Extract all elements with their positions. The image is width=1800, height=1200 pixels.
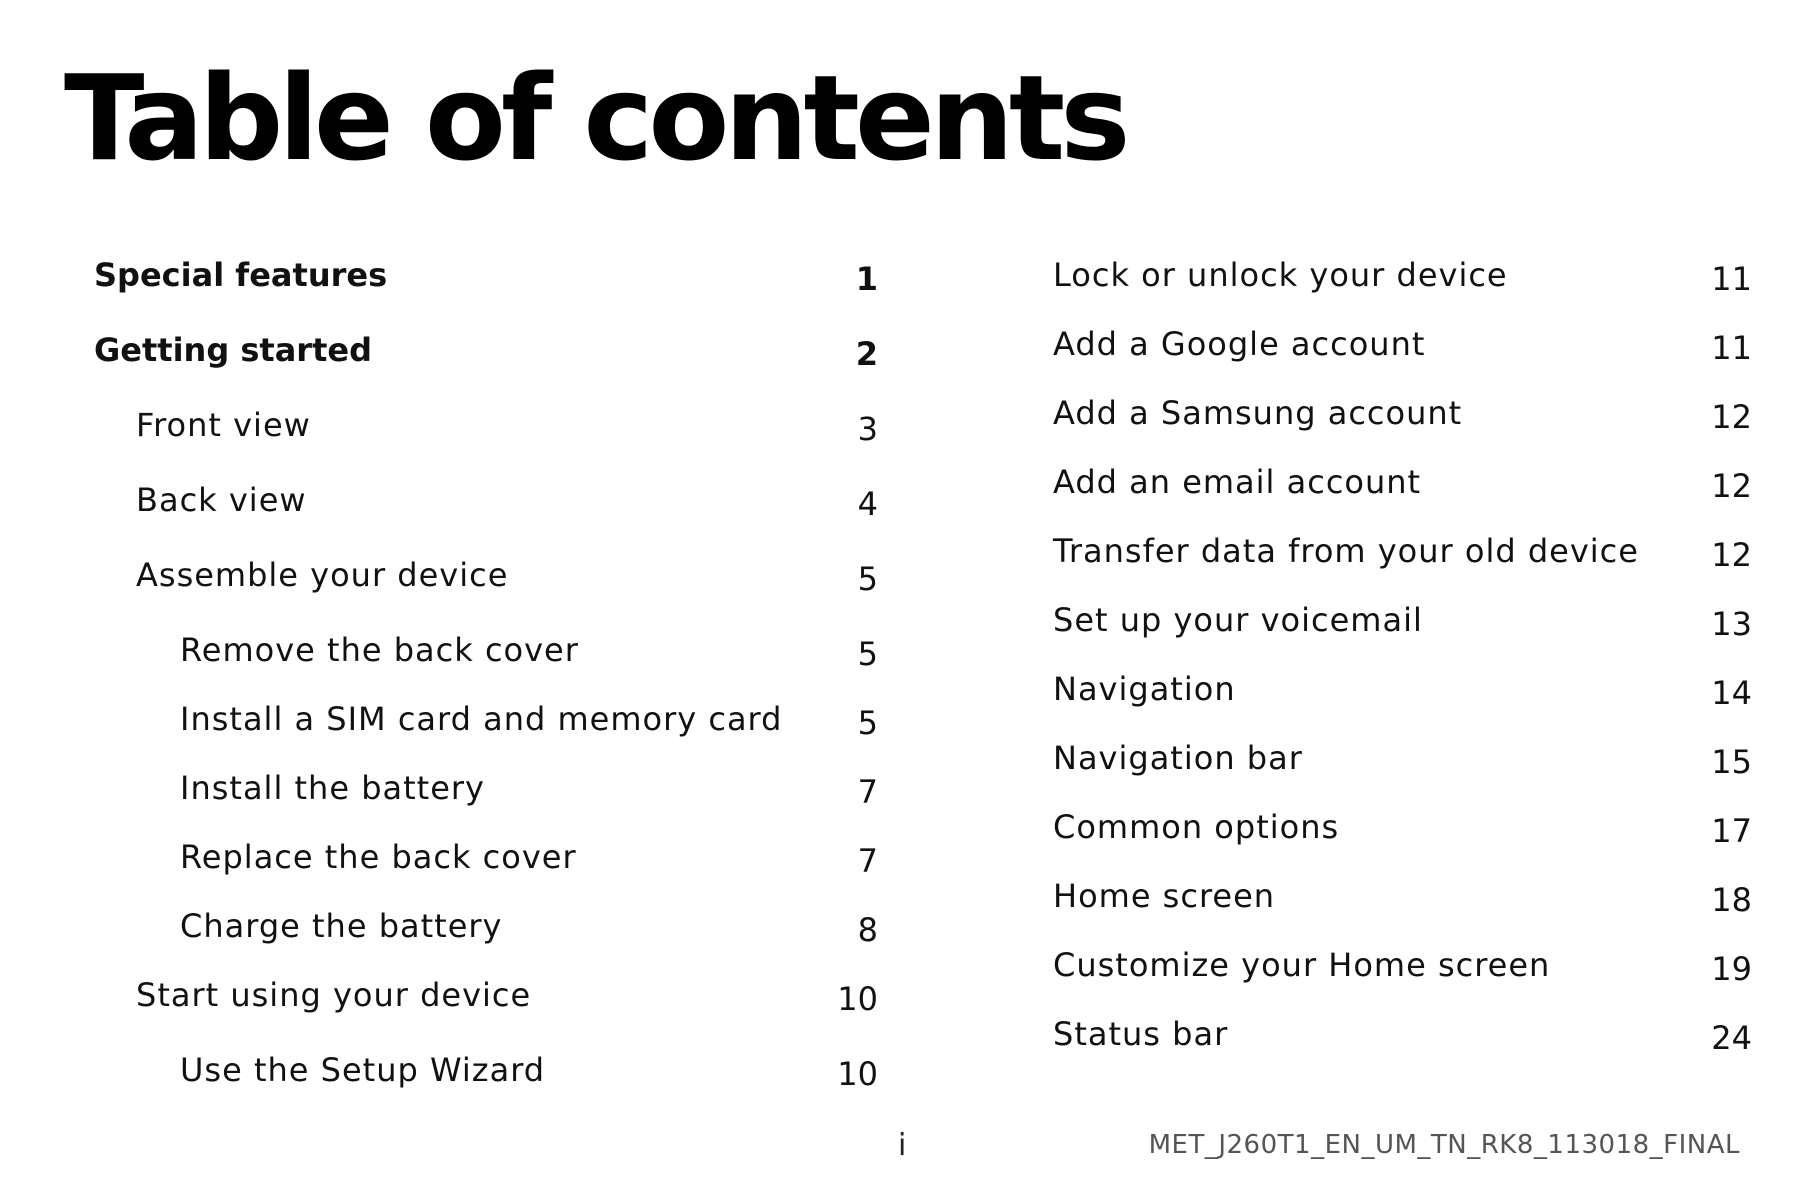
toc-entry[interactable]: [94, 620, 878, 680]
toc-entry-page-number: 3: [857, 410, 878, 448]
toc-entry-page-number: 12: [1711, 467, 1752, 505]
toc-entry-page-number: 10: [837, 1055, 878, 1093]
toc-entry-title: Remove the back cover: [180, 631, 579, 669]
toc-entry-page-number: 7: [857, 773, 878, 811]
toc-entry-page-number: 14: [1711, 674, 1752, 712]
toc-entry-page-number: 10: [837, 980, 878, 1018]
toc-entry-title: Special features: [94, 256, 388, 294]
toc-entry-title: Navigation bar: [1053, 739, 1303, 777]
toc-entry-title: Customize your Home screen: [1053, 946, 1551, 984]
toc-entry-title: Add a Samsung account: [1053, 394, 1463, 432]
toc-entry[interactable]: [1053, 452, 1752, 512]
toc-entry-title: Start using your device: [136, 976, 532, 1014]
toc-entry-title: Charge the battery: [180, 907, 503, 945]
toc-entry-page-number: 5: [857, 560, 878, 598]
toc-entry[interactable]: [94, 545, 878, 605]
toc-entry-title: Add a Google account: [1053, 325, 1426, 363]
toc-entry[interactable]: [94, 896, 878, 956]
toc-entry[interactable]: [1053, 728, 1752, 788]
toc-entry-title: Use the Setup Wizard: [180, 1051, 546, 1089]
toc-entry-title: Navigation: [1053, 670, 1236, 708]
toc-entry[interactable]: [94, 758, 878, 818]
toc-entry[interactable]: [1053, 314, 1752, 374]
toc-entry[interactable]: [1053, 383, 1752, 443]
toc-entry-page-number: 11: [1711, 329, 1752, 367]
toc-entry-title: Set up your voicemail: [1053, 601, 1423, 639]
toc-entry-title: Common options: [1053, 808, 1340, 846]
toc-entry-title: Replace the back cover: [180, 838, 577, 876]
toc-entry-title: Assemble your device: [136, 556, 509, 594]
toc-entry-page-number: 8: [857, 911, 878, 949]
toc-entry-page-number: 7: [857, 842, 878, 880]
toc-entry-title: Back view: [136, 481, 307, 519]
toc-entry-page-number: 15: [1711, 743, 1752, 781]
toc-entry[interactable]: [94, 470, 878, 530]
toc-entry-title: Add an email account: [1053, 463, 1422, 501]
toc-entry[interactable]: [94, 245, 878, 305]
toc-entry-page-number: 13: [1711, 605, 1752, 643]
toc-entry-page-number: 4: [857, 485, 878, 523]
footer-page-number: i: [898, 1128, 907, 1163]
toc-entry-page-number: 5: [857, 635, 878, 673]
toc-entry[interactable]: [1053, 659, 1752, 719]
toc-entry-title: Home screen: [1053, 877, 1276, 915]
toc-entry[interactable]: [94, 320, 878, 380]
toc-entry-page-number: 12: [1711, 536, 1752, 574]
toc-entry-title: Install the battery: [180, 769, 485, 807]
toc-entry-page-number: 24: [1711, 1019, 1752, 1057]
toc-entry-title: Lock or unlock your device: [1053, 256, 1508, 294]
toc-entry-page-number: 5: [857, 704, 878, 742]
toc-entry-title: Status bar: [1053, 1015, 1229, 1053]
toc-entry-page-number: 19: [1711, 950, 1752, 988]
page-title: Table of contents: [64, 49, 1126, 187]
toc-entry[interactable]: [1053, 866, 1752, 926]
toc-entry[interactable]: [94, 1040, 878, 1100]
toc-entry[interactable]: [1053, 245, 1752, 305]
toc-entry[interactable]: [94, 395, 878, 455]
toc-entry-page-number: 18: [1711, 881, 1752, 919]
toc-entry-title: Getting started: [94, 331, 372, 369]
toc-entry[interactable]: [94, 965, 878, 1025]
toc-entry-page-number: 12: [1711, 398, 1752, 436]
footer-document-id: MET_J260T1_EN_UM_TN_RK8_113018_FINAL: [1148, 1130, 1740, 1160]
toc-entry[interactable]: [1053, 935, 1752, 995]
toc-entry[interactable]: [94, 689, 878, 749]
toc-entry[interactable]: [1053, 1004, 1752, 1064]
toc-entry-page-number: 2: [855, 335, 878, 373]
toc-entry[interactable]: [1053, 521, 1752, 581]
toc-entry-page-number: 11: [1711, 260, 1752, 298]
toc-entry-title: Front view: [136, 406, 311, 444]
toc-entry-title: Transfer data from your old device: [1053, 532, 1639, 570]
toc-entry[interactable]: [1053, 797, 1752, 857]
toc-entry[interactable]: [1053, 590, 1752, 650]
toc-entry-title: Install a SIM card and memory card: [180, 700, 783, 738]
toc-entry[interactable]: [94, 827, 878, 887]
toc-entry-page-number: 17: [1711, 812, 1752, 850]
toc-entry-page-number: 1: [855, 260, 878, 298]
